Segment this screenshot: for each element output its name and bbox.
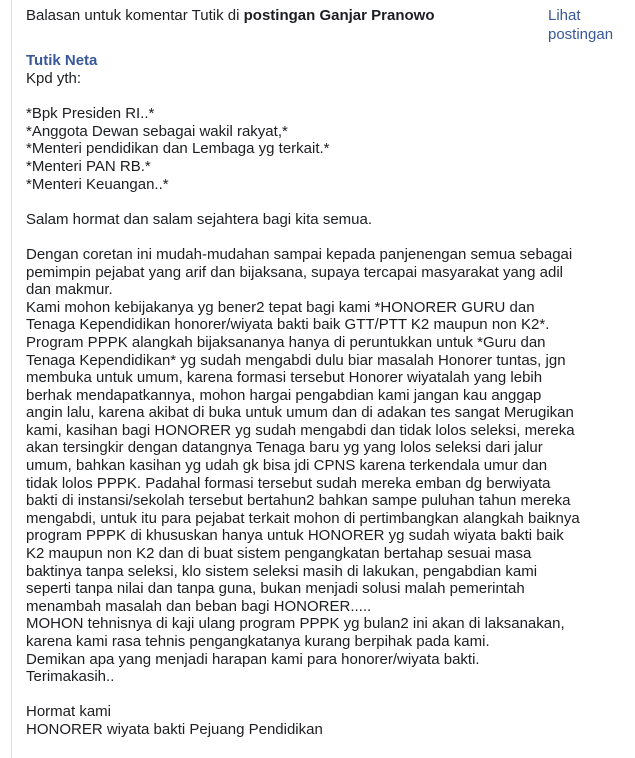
post-title-link[interactable]: postingan Ganjar Pranowo — [243, 7, 435, 24]
view-post-label-line2: postingan — [548, 26, 614, 43]
comment-paragraph: Hormat kami HONORER wiyata bakti Pejuang Pendidikan — [26, 703, 323, 738]
reply-header-text: Balasan untuk komentar Tutik di — [26, 7, 244, 24]
comment-paragraph: *Bpk Presiden RI..* *Anggota Dewan sebagai wakil rakyat,* *Menteri pendidikan dan Lembaga yg terkait.* *Menteri PAN RB.* *Menteri Keuangan..* — [26, 105, 330, 193]
comment-paragraph: Salam hormat dan salam sejahtera bagi kita semua. — [26, 210, 373, 228]
view-post-label-line1: Lihat — [548, 7, 581, 24]
comment-body — [26, 70, 626, 739]
reply-header — [26, 6, 546, 25]
comment-paragraph: Dengan coretan ini mudah-mudahan sampai kepada panjenengan semua sebagai pemimpin pejabat yang arif dan bijaksana, supaya tercapai masyarakat yang adil dan makmur. Kami mohon kebijakanya yg bener2 tepat bagi kami *HONORER GURU dan Tenaga Kependidikan honorer/wiyata bakti baik GTT/PTT K2 maupun non K2*. Program PPPK alangkah bijaksananya hanya di peruntukkan untuk *Guru dan Tenaga Kependidikan* yg sudah mengabdi dulu biar masalah Honorer tuntas, jgn membuka untuk umum, karena formasi tersebut Honorer wiyatalah yang lebih berhak mendapatkannya, mohon hargai pengabdian kami jangan kau anggap angin lalu, karena akibat di buka untuk umum dan di adakan tes sangat Merugikan kami, kasihan bagi HONORER yg sudah mengabdi dan tidak lolos seleksi, mereka akan tersingkir dengan datangnya Tenaga baru yg yang lolos seleksi dari jalur umum, bahkan kasihan yg udah gk bisa jdi CPNS karena terkendala umur dan tidak lolos PPPK. Padahal formasi tersebut sudah mereka emban dg berwiyata bakti di instansi/sekolah tersebut bertahun2 bahkan sampe puluhan tahun mereka mengabdi, untuk itu para pejabat terkait mohon di pertimbangkan alangkah baiknya program PPPK di khususkan hanya untuk HONORER yg sudah wiyata bakti baik K2 maupun non K2 dan di buat sistem pengangkatan bertahap sesuai masa baktinya tanpa seleksi, klo sistem seleksi masih di lakukan, pengabdian kami seperti tanpa nilai dan tanpa guna, bukan menjadi solusi malah pemerintah menambah masalah dan beban bagi HONORER..... MOHON tehnisnya di kaji ulang program PPPK yg bulan2 ini akan di laksanakan, karena kami rasa tehnis pengangkatanya kurang berpihak pada kami. Demikan apa yang menjadi harapan kami para honorer/wiyata bakti. Terimakasih.. — [26, 245, 580, 686]
view-post-link[interactable] — [548, 6, 632, 44]
comment-author-name[interactable]: Tutik Neta — [26, 52, 98, 69]
comment-paragraph: Kpd yth: — [26, 70, 82, 87]
